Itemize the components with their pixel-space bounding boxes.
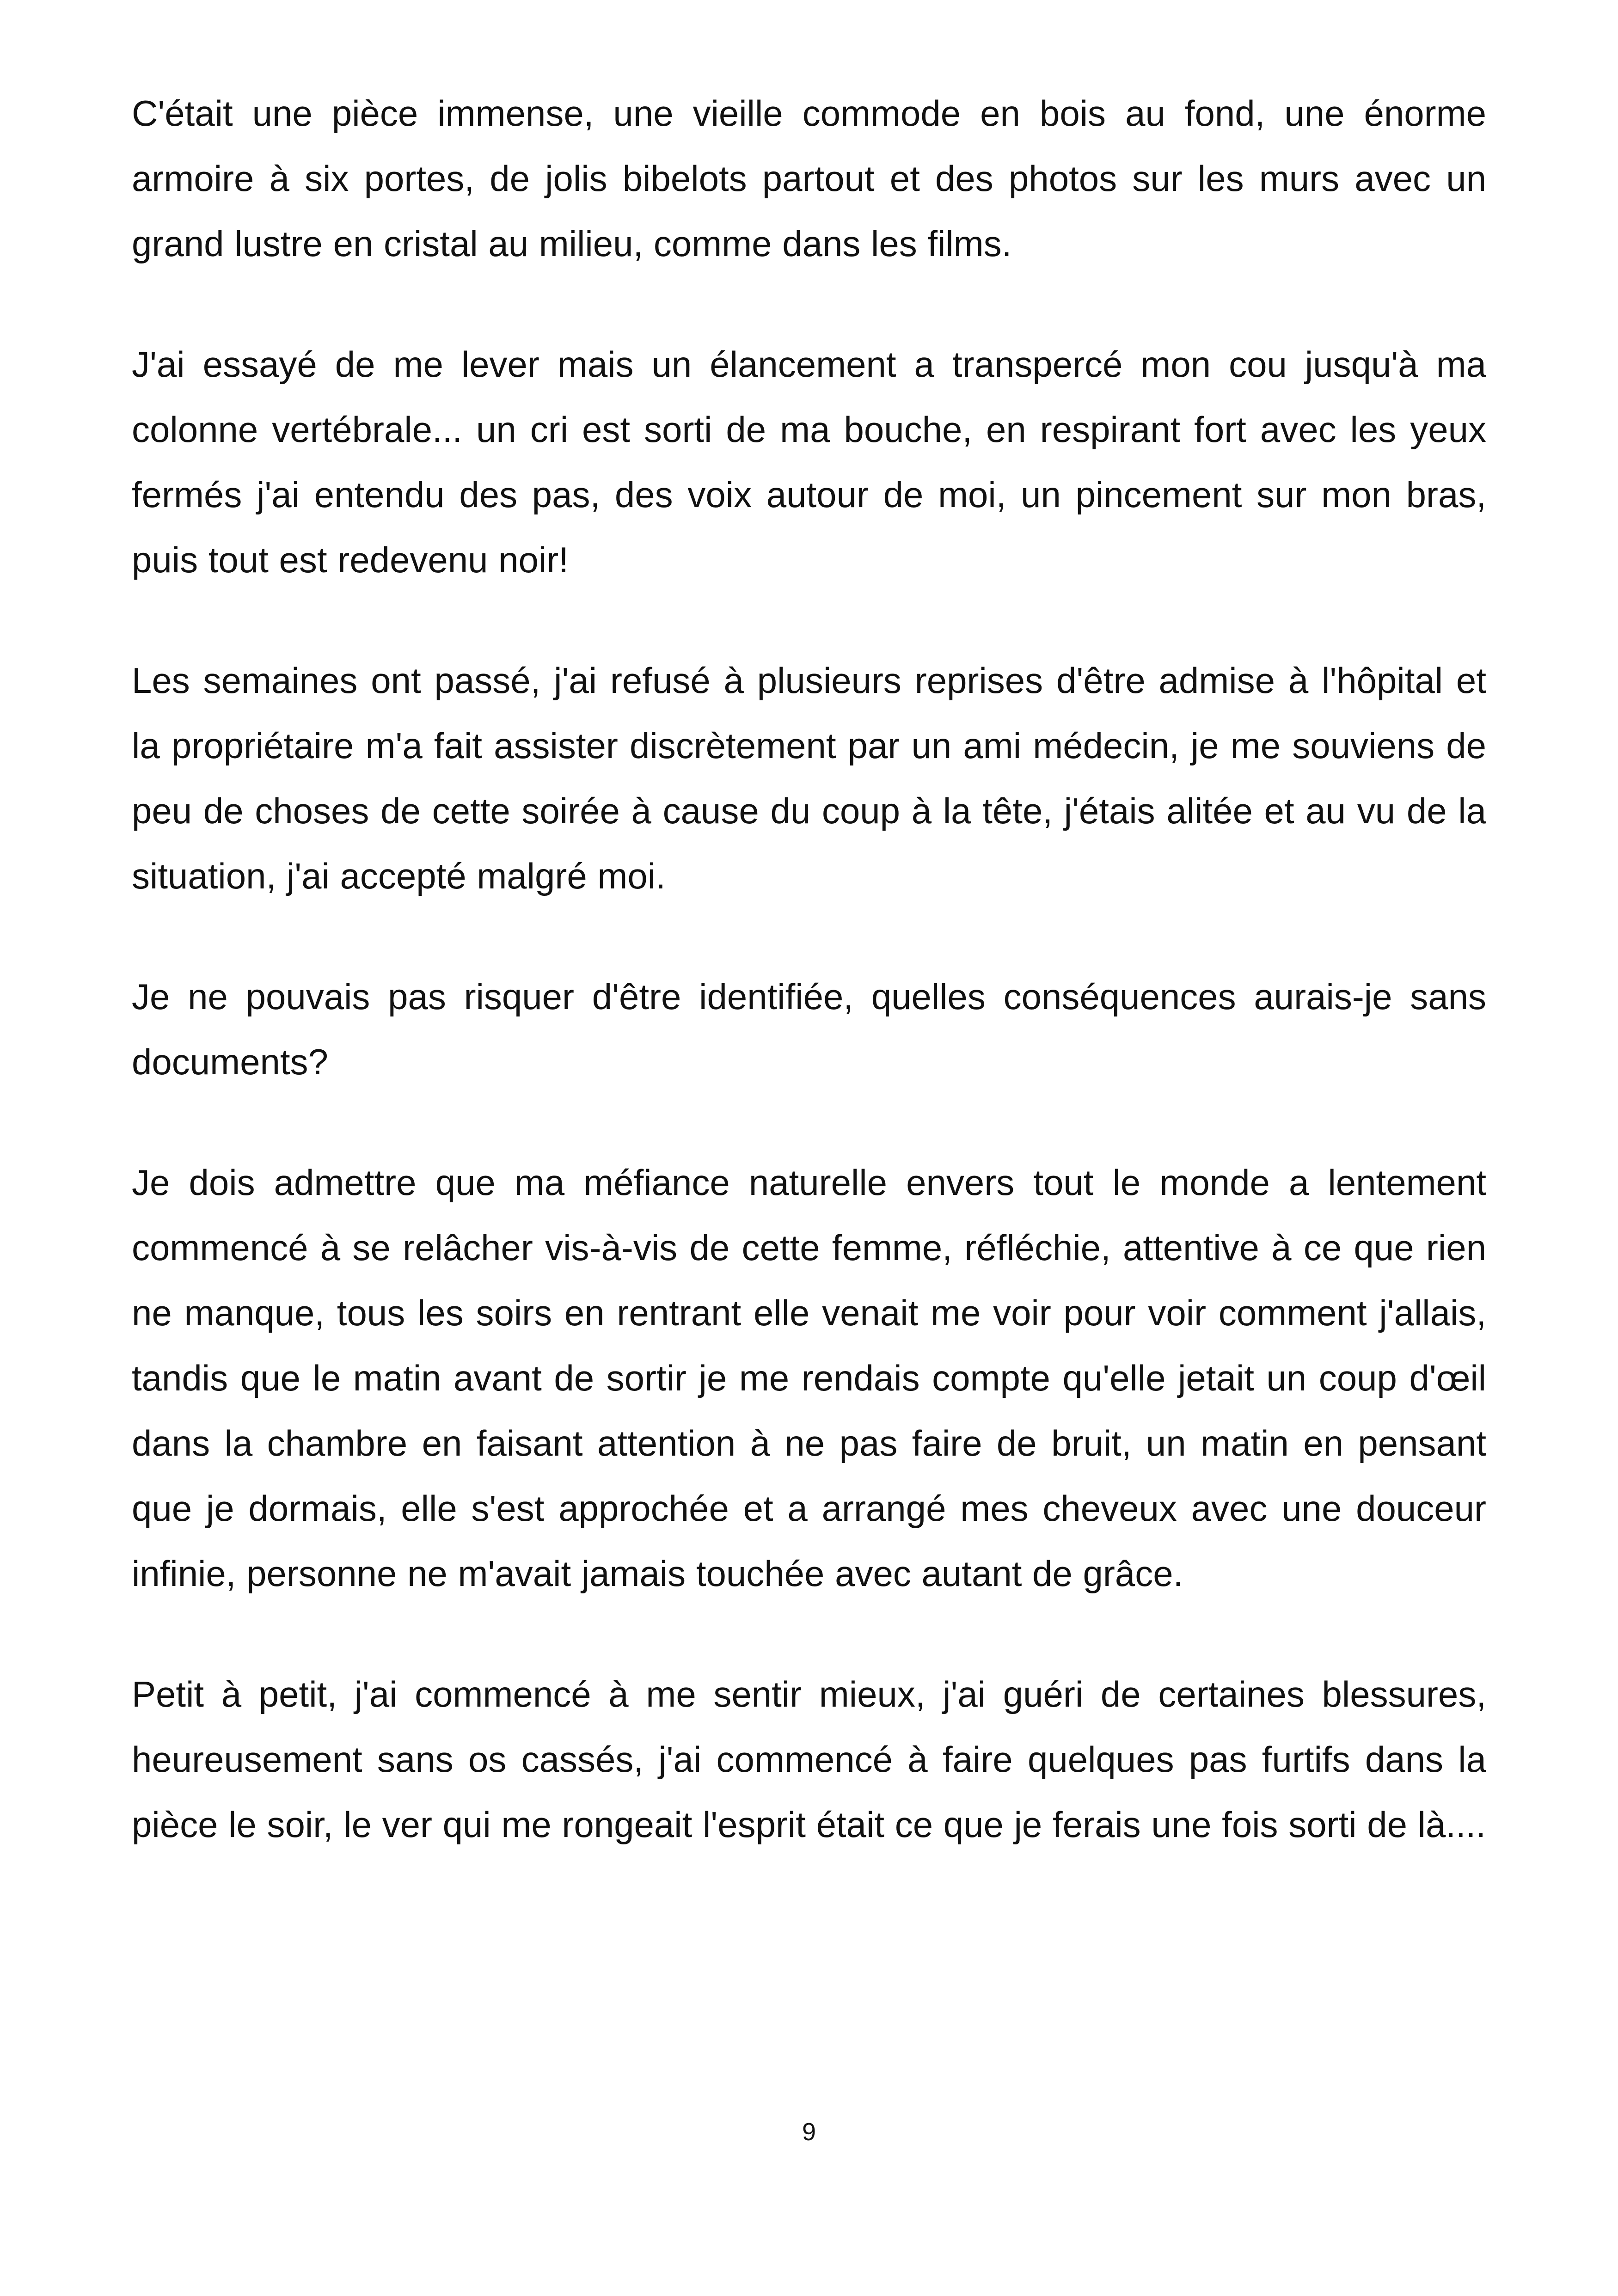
paragraph: Je ne pouvais pas risquer d'être identifiée, quelles conséquences aurais-je sans documents? xyxy=(132,976,1486,1082)
paragraph: Petit à petit, j'ai commencé à me sentir mieux, j'ai guéri de certaines blessures, heureusement sans os cassés, j'ai commencé à faire quelques pas furtifs dans la pièce le soir, le ver qui me rongeait l'esprit était ce que je ferais une fois sorti de là.... xyxy=(132,1674,1486,1845)
paragraph: J'ai essayé de me lever mais un élancement a transpercé mon cou jusqu'à ma colonne vertébrale... un cri est sorti de ma bouche, en respirant fort avec les yeux fermés j'ai entendu des pas, des voix autour de moi, un pincement sur mon bras, puis tout est redevenu noir! xyxy=(132,344,1486,580)
paragraph: Je dois admettre que ma méfiance naturelle envers tout le monde a lentement commencé à se relâcher vis-à-vis de cette femme, réfléchie, attentive à ce que rien ne manque, tous les soirs en rentrant elle venait me voir pour voir comment j'allais, tandis que le matin avant de sortir je me rendais compte qu'elle jetait un coup d'œil dans la chambre en faisant attention à ne pas faire de bruit, un matin en pensant que je dormais, elle s'est approchée et a arrangé mes cheveux avec une douceur infinie, personne ne m'avait jamais touchée avec autant de grâce. xyxy=(132,1162,1486,1594)
body-text xyxy=(132,81,1486,1857)
page-number: 9 xyxy=(802,2118,816,2146)
paragraph: Les semaines ont passé, j'ai refusé à plusieurs reprises d'être admise à l'hôpital et la propriétaire m'a fait assister discrètement par un ami médecin, je me souviens de peu de choses de cette soirée à cause du coup à la tête, j'étais alitée et au vu de la situation, j'ai accepté malgré moi. xyxy=(132,660,1486,896)
paragraph: C'était une pièce immense, une vieille commode en bois au fond, une énorme armoire à six portes, de jolis bibelots partout et des photos sur les murs avec un grand lustre en cristal au milieu, comme dans les films. xyxy=(132,93,1486,264)
